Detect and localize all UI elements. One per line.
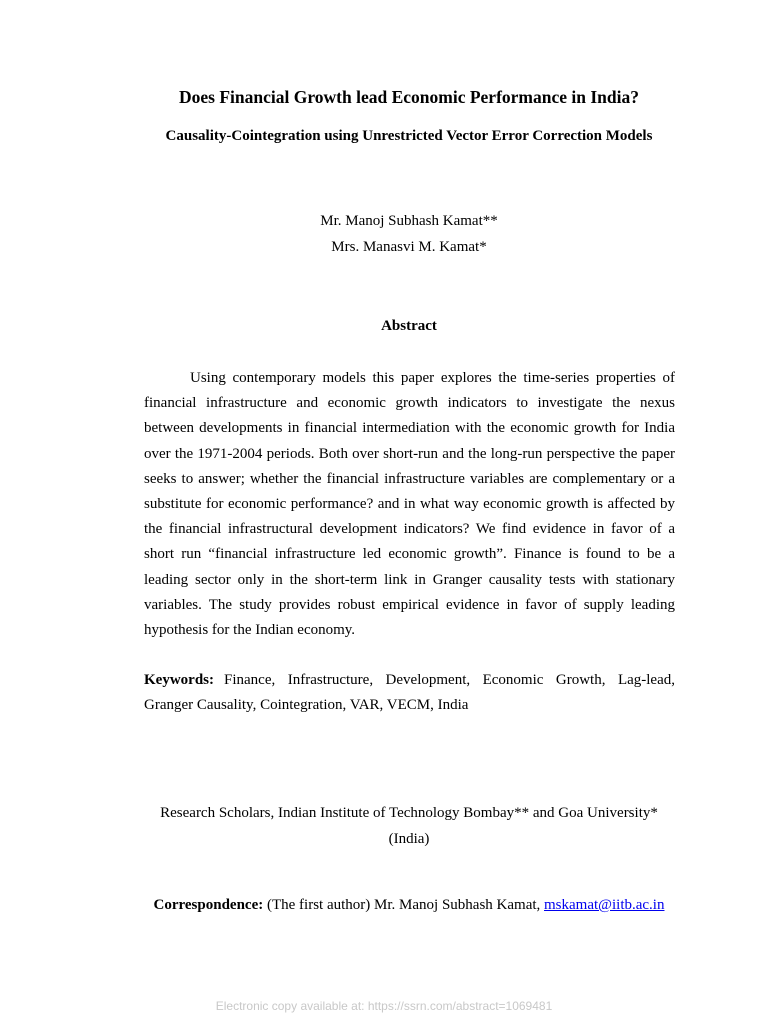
correspondence-label: Correspondence: <box>153 897 264 913</box>
affiliation-line-2: (India) <box>388 831 430 847</box>
ssrn-footer: Electronic copy available at: https://ssrn.com/abstract=1069481 <box>215 999 553 1013</box>
keywords-text: Finance, Infrastructure, Development, Economic Growth, Lag-lead, Granger Causality, Cointegration, VAR, VECM, India <box>144 672 675 713</box>
abstract-text: Using contemporary models this paper explores the time-series properties of financial infrastructure and economic growth indicators to investigate the nexus between developments in financial intermediation with the economic growth for India over the 1971-2004 periods. Both over short-run and the long-run perspective the paper seeks to answer; whether the financial infrastructure variables are complementary or a substitute for economic performance? and in what way economic growth is affected by the financial infrastructural development indicators? We find evidence in favor of a short run “financial infrastructure led economic growth”. Finance is found to be a leading sector only in the short-term link in Granger causality tests with stationary variables. The study provides robust empirical evidence in favor of supply leading hypothesis for the Indian economy. <box>144 370 675 639</box>
correspondence <box>0 897 768 914</box>
paper-title: Does Financial Growth lead Economic Performance in India? <box>179 87 639 107</box>
author-2: Mrs. Manasvi M. Kamat* <box>331 239 487 255</box>
affiliation <box>0 800 768 852</box>
keywords <box>144 668 675 718</box>
affiliation-line-1: Research Scholars, Indian Institute of Technology Bombay** and Goa University* <box>160 805 658 821</box>
paper-subtitle: Causality-Cointegration using Unrestricted Vector Error Correction Models <box>165 128 653 144</box>
email-link[interactable]: mskamat@iitb.ac.in <box>544 897 665 913</box>
abstract-heading: Abstract <box>381 318 437 334</box>
keywords-label: Keywords: <box>144 672 214 688</box>
author-1: Mr. Manoj Subhash Kamat** <box>320 213 498 229</box>
correspondence-text: (The first author) Mr. Manoj Subhash Kamat, <box>263 897 545 913</box>
